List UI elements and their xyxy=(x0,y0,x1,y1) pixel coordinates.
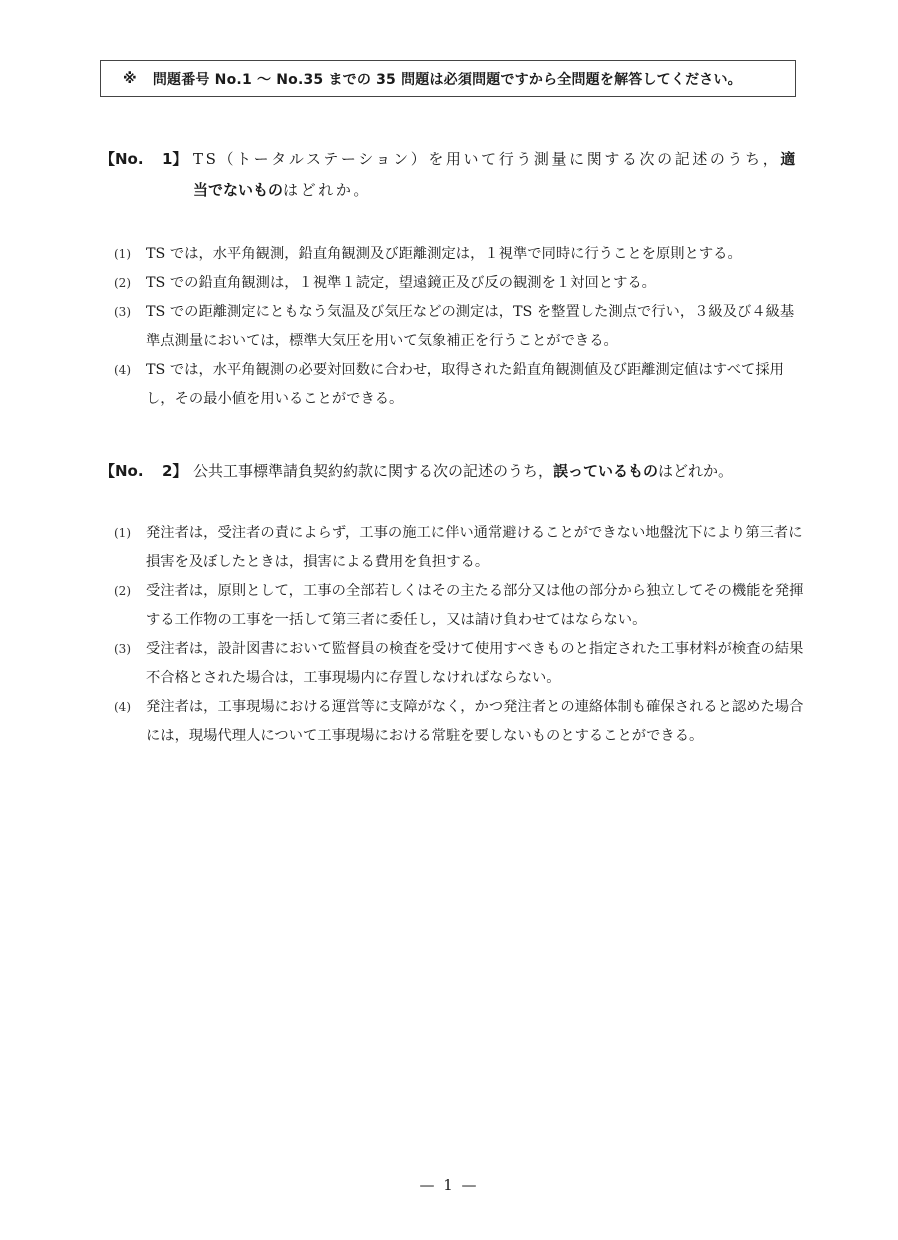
question-2-options xyxy=(114,519,804,751)
option-text: TS での鉛直角観測は，１視準１読定，望遠鏡正及び反の観測を１対回とする。 xyxy=(146,275,656,291)
option-text: 発注者は，工事現場における運営等に支障がなく，かつ発注者との連絡体制も確保されると認めた場合には，現場代理人について工事現場における常駐を要しないものとすることができる。 xyxy=(146,699,804,744)
option-number: (2) xyxy=(114,584,131,598)
option-text: TS では，水平角観測の必要対回数に合わせ，取得された鉛直角観測値及び距離測定値はすべて採用し，その最小値を用いることができる。 xyxy=(146,362,784,407)
reference-mark: ※ xyxy=(123,70,137,87)
option-text: 受注者は，設計図書において監督員の検査を受けて使用すべきものと指定された工事材料が検査の結果不合格とされた場合は，工事現場内に存置しなければならない。 xyxy=(146,641,804,686)
page-number: — 1 — xyxy=(419,1176,479,1194)
option-number: (4) xyxy=(114,363,131,377)
option-3 xyxy=(114,298,804,356)
option-3 xyxy=(114,635,804,693)
stem-emphasis: 適当でないもの xyxy=(193,150,796,199)
question-2 xyxy=(100,456,800,487)
option-4 xyxy=(114,356,804,414)
option-2 xyxy=(114,269,804,298)
option-number: (3) xyxy=(114,642,131,656)
option-1 xyxy=(114,240,804,269)
option-number: (1) xyxy=(114,247,131,261)
notice-text: 問題番号 No.1 〜 No.35 までの 35 問題は必須問題ですから全問題を解答してください。 xyxy=(152,71,742,88)
question-1-heading xyxy=(100,144,800,206)
option-number: (3) xyxy=(114,305,131,319)
option-text: 受注者は，原則として，工事の全部若しくはその主たる部分又は他の部分から独立してその機能を発揮する工作物の工事を一括して第三者に委任し，又は請け負わせてはならない。 xyxy=(146,583,804,628)
option-text: TS での距離測定にともなう気温及び気圧などの測定は，TS を整置した測点で行い，３級及び４級基準点測量においては，標準大気圧を用いて気象補正を行うことができる。 xyxy=(146,304,795,349)
option-number: (4) xyxy=(114,700,131,714)
question-number: 1】 xyxy=(162,150,188,168)
option-number: (2) xyxy=(114,276,131,290)
question-2-heading xyxy=(100,456,800,487)
option-1 xyxy=(114,519,804,577)
stem-ending: はどれか。 xyxy=(283,181,372,199)
question-1 xyxy=(100,144,800,206)
question-2-stem xyxy=(193,456,800,487)
option-number: (1) xyxy=(114,526,131,540)
stem-text: 公共工事標準請負契約約款に関する次の記述のうち， xyxy=(193,462,554,480)
option-text: TS では，水平角観測，鉛直角観測及び距離測定は，１視準で同時に行うことを原則とする。 xyxy=(146,246,742,262)
question-1-number xyxy=(100,144,193,206)
question-no-label: 【No. xyxy=(100,462,144,480)
question-1-stem xyxy=(193,144,800,206)
question-2-number xyxy=(100,456,193,487)
stem-emphasis: 誤っているもの xyxy=(553,462,659,480)
question-1-options xyxy=(114,240,804,414)
option-4 xyxy=(114,693,804,751)
stem-ending: はどれか。 xyxy=(658,462,734,480)
question-number: 2】 xyxy=(162,462,188,480)
stem-text: TS（トータルステーション）を用いて行う測量に関する次の記述のうち， xyxy=(193,150,781,168)
question-no-label: 【No. xyxy=(100,150,144,168)
notice-box xyxy=(100,60,796,97)
option-2 xyxy=(114,577,804,635)
option-text: 発注者は，受注者の責によらず，工事の施工に伴い通常避けることができない地盤沈下により第三者に損害を及ぼしたときは，損害による費用を負担する。 xyxy=(146,525,803,570)
